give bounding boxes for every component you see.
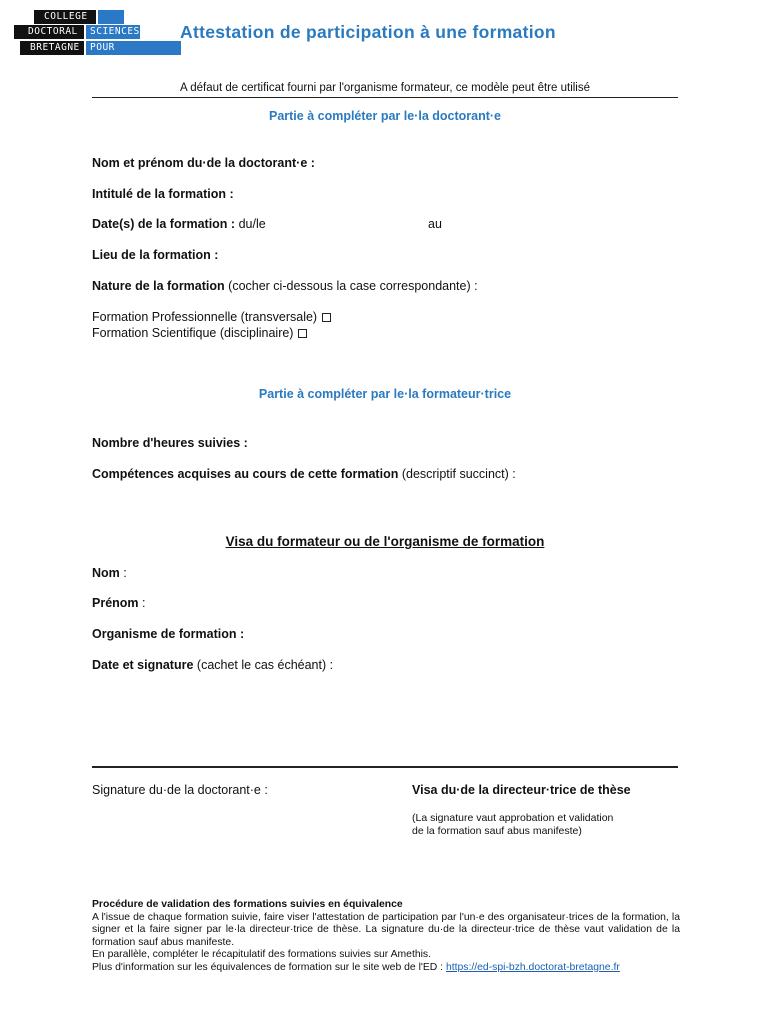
field-dates-from: du/le [238, 217, 266, 231]
procedure-link[interactable]: https://ed-spi-bzh.doctorat-bretagne.fr [445, 961, 620, 973]
field-skills [92, 467, 516, 481]
field-visa-nom [92, 566, 127, 580]
field-visa-date-label: Date et signature [92, 658, 194, 672]
logo-row-2 [8, 25, 178, 39]
option-professional [92, 310, 331, 324]
field-place-label: Lieu de la formation : [92, 248, 219, 262]
logo-pour-lingenieur: POUR L'INGENIEUR [86, 41, 181, 55]
field-nature [92, 279, 478, 293]
checkbox-scientific[interactable] [298, 329, 307, 338]
field-formation-title [92, 187, 234, 201]
director-note-line-1: (La signature vaut approbation et validation [412, 812, 614, 824]
option-professional-label: Formation Professionnelle (transversale) [92, 310, 318, 324]
field-visa-prenom [92, 596, 146, 610]
procedure-paragraph-2: En parallèle, compléter le récapitulatif des formations suivies sur Amethis. [92, 949, 432, 961]
field-formation-title-label: Intitulé de la formation : [92, 187, 234, 201]
field-nature-hint: (cocher ci-dessous la case correspondante) : [228, 279, 478, 293]
checkbox-professional[interactable] [322, 313, 331, 322]
procedure-paragraph-1: A l'issue de chaque formation suivie, faire viser l'attestation de participation par l'un·e des organisateur·trices de la formation, la signer et la faire signer par le·la directeur·trice de thèse. La signature du·de la directeur·trice de thèse vaut validation de la formation sauf abus manifeste. [92, 911, 680, 948]
director-note-line-2: de la formation sauf abus manifeste) [412, 824, 582, 837]
signature-doctorant: Signature du·de la doctorant·e : [92, 783, 268, 797]
field-name-label: Nom et prénom du·de la doctorant·e : [92, 156, 315, 170]
field-dates-to: au [428, 217, 442, 231]
option-scientific [92, 326, 307, 340]
field-visa-prenom-label: Prénom [92, 596, 139, 610]
signature-divider [92, 766, 678, 768]
field-visa-date-hint: (cachet le cas échéant) : [196, 658, 334, 672]
procedure-block [92, 899, 680, 975]
field-visa-prenom-colon: : [142, 596, 146, 610]
field-hours [92, 436, 248, 450]
section-heading-formateur: Partie à compléter par le·la formateur·trice [258, 387, 512, 401]
field-nature-label: Nature de la formation [92, 279, 225, 293]
procedure-paragraph-3 [92, 962, 680, 975]
visa-director [412, 783, 631, 797]
logo-doctoral: DOCTORAL [14, 25, 84, 39]
field-dates [92, 217, 266, 231]
page-title: Attestation de participation à une formation [180, 22, 556, 42]
logo-blue-block [98, 10, 124, 24]
field-dates-label: Date(s) de la formation : [92, 217, 236, 231]
option-scientific-label: Formation Scientifique (disciplinaire) [92, 326, 294, 340]
field-skills-label: Compétences acquises au cours de cette formation [92, 467, 399, 481]
field-skills-hint: (descriptif succinct) : [401, 467, 516, 481]
field-visa-nom-colon: : [123, 566, 127, 580]
page-subtitle: A défaut de certificat fourni par l'organisme formateur, ce modèle peut être utilisé [179, 82, 591, 94]
field-hours-label: Nombre d'heures suivies : [92, 436, 248, 450]
field-place [92, 248, 218, 262]
field-visa-date [92, 658, 333, 672]
logo-row-1 [20, 10, 180, 24]
field-visa-organisme [92, 627, 244, 641]
field-visa-organisme-label: Organisme de formation : [92, 627, 245, 641]
logo-college: COLLEGE [34, 10, 96, 24]
section-heading-doctorant: Partie à compléter par le·la doctorant·e [268, 109, 501, 123]
logo-bretagne: BRETAGNE [20, 41, 84, 55]
header-divider [92, 97, 678, 98]
field-visa-nom-label: Nom [92, 566, 120, 580]
logo-sciences: SCIENCES [86, 25, 140, 39]
logo-row-3 [8, 41, 178, 67]
field-name [92, 156, 315, 170]
visa-director-label: Visa du·de la directeur·trice de thèse [412, 783, 631, 797]
procedure-paragraph-3-text: Plus d'information sur les équivalences de formation sur le site web de l'ED : [92, 961, 444, 973]
procedure-heading: Procédure de validation des formations suivies en équivalence [92, 899, 403, 910]
director-note [412, 812, 613, 837]
visa-heading: Visa du formateur ou de l'organisme de formation [225, 534, 545, 549]
